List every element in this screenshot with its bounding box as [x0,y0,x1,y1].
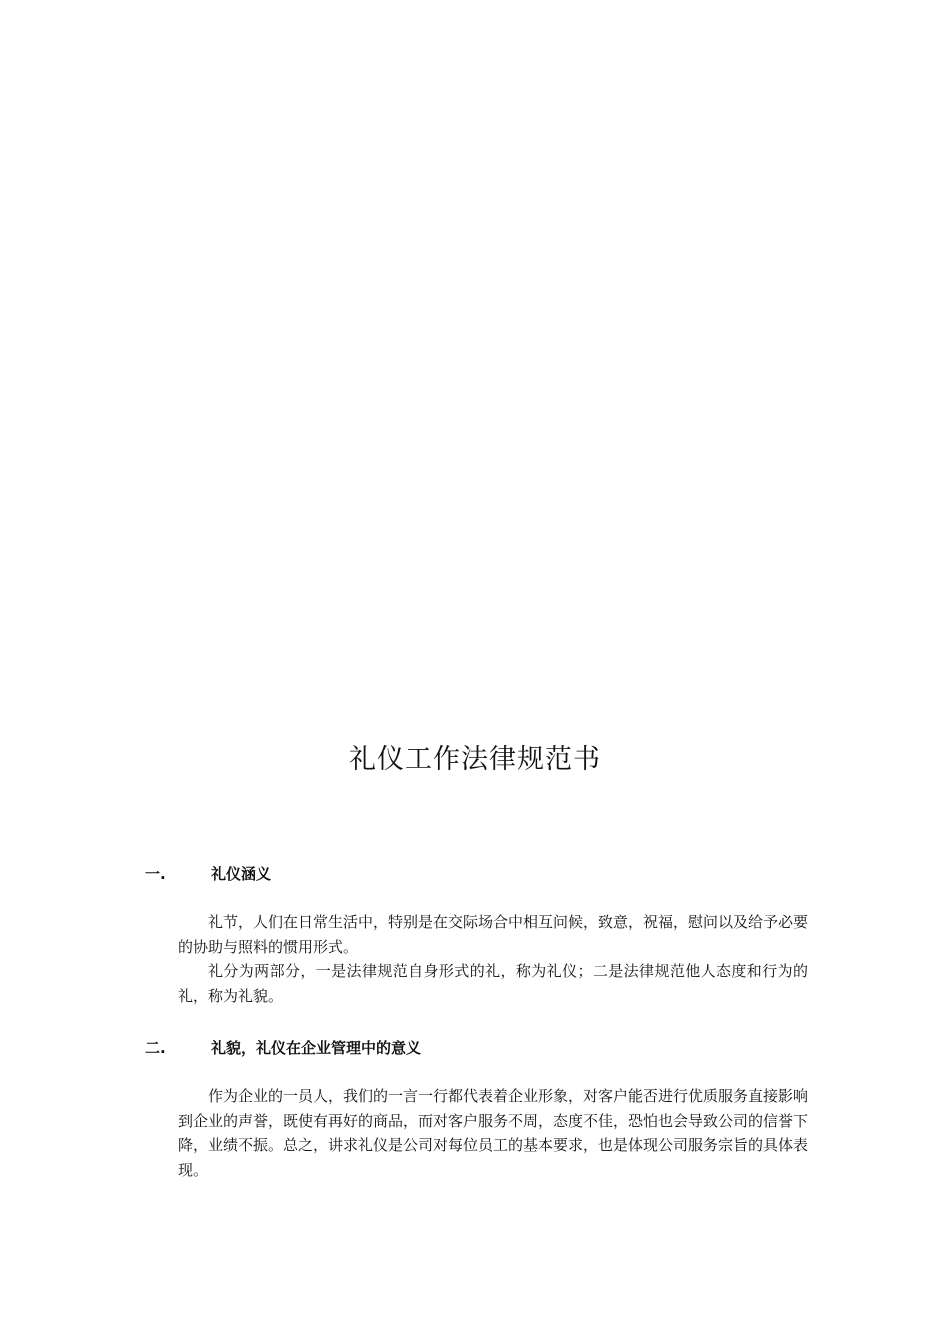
section-title-2: 礼貌，礼仪在企业管理中的意义 [211,1039,422,1057]
paragraph-2-1: 作为企业的一员人，我们的一言一行都代表着企业形象，对客户能否进行优质服务直接影响到企业的声誉，既使有再好的商品，而对客户服务不周，态度不佳，恐怕也会导致公司的信誉下降，业绩不振。总之，讲求礼仪是公司对每位员工的基本要求，也是体现公司服务宗旨的具体表现。 [178,1087,809,1179]
paragraph-1-1: 礼节，人们在日常生活中，特别是在交际场合中相互问候，致意，祝福，慰问以及给予必要的协助与照料的惯用形式。 [178,913,809,956]
page-title: 礼仪工作法律规范书 [349,744,601,775]
section-title-1: 礼仪涵义 [211,865,272,883]
section-number-2: 二. [145,1039,166,1057]
section-number-1: 一. [145,865,166,883]
paragraph-1-2: 礼分为两部分，一是法律规范自身形式的礼，称为礼仪；二是法律规范他人态度和行为的礼，称为礼貌。 [178,962,808,1005]
section-heading-2 [145,1036,421,1060]
section-heading-1 [145,862,271,886]
